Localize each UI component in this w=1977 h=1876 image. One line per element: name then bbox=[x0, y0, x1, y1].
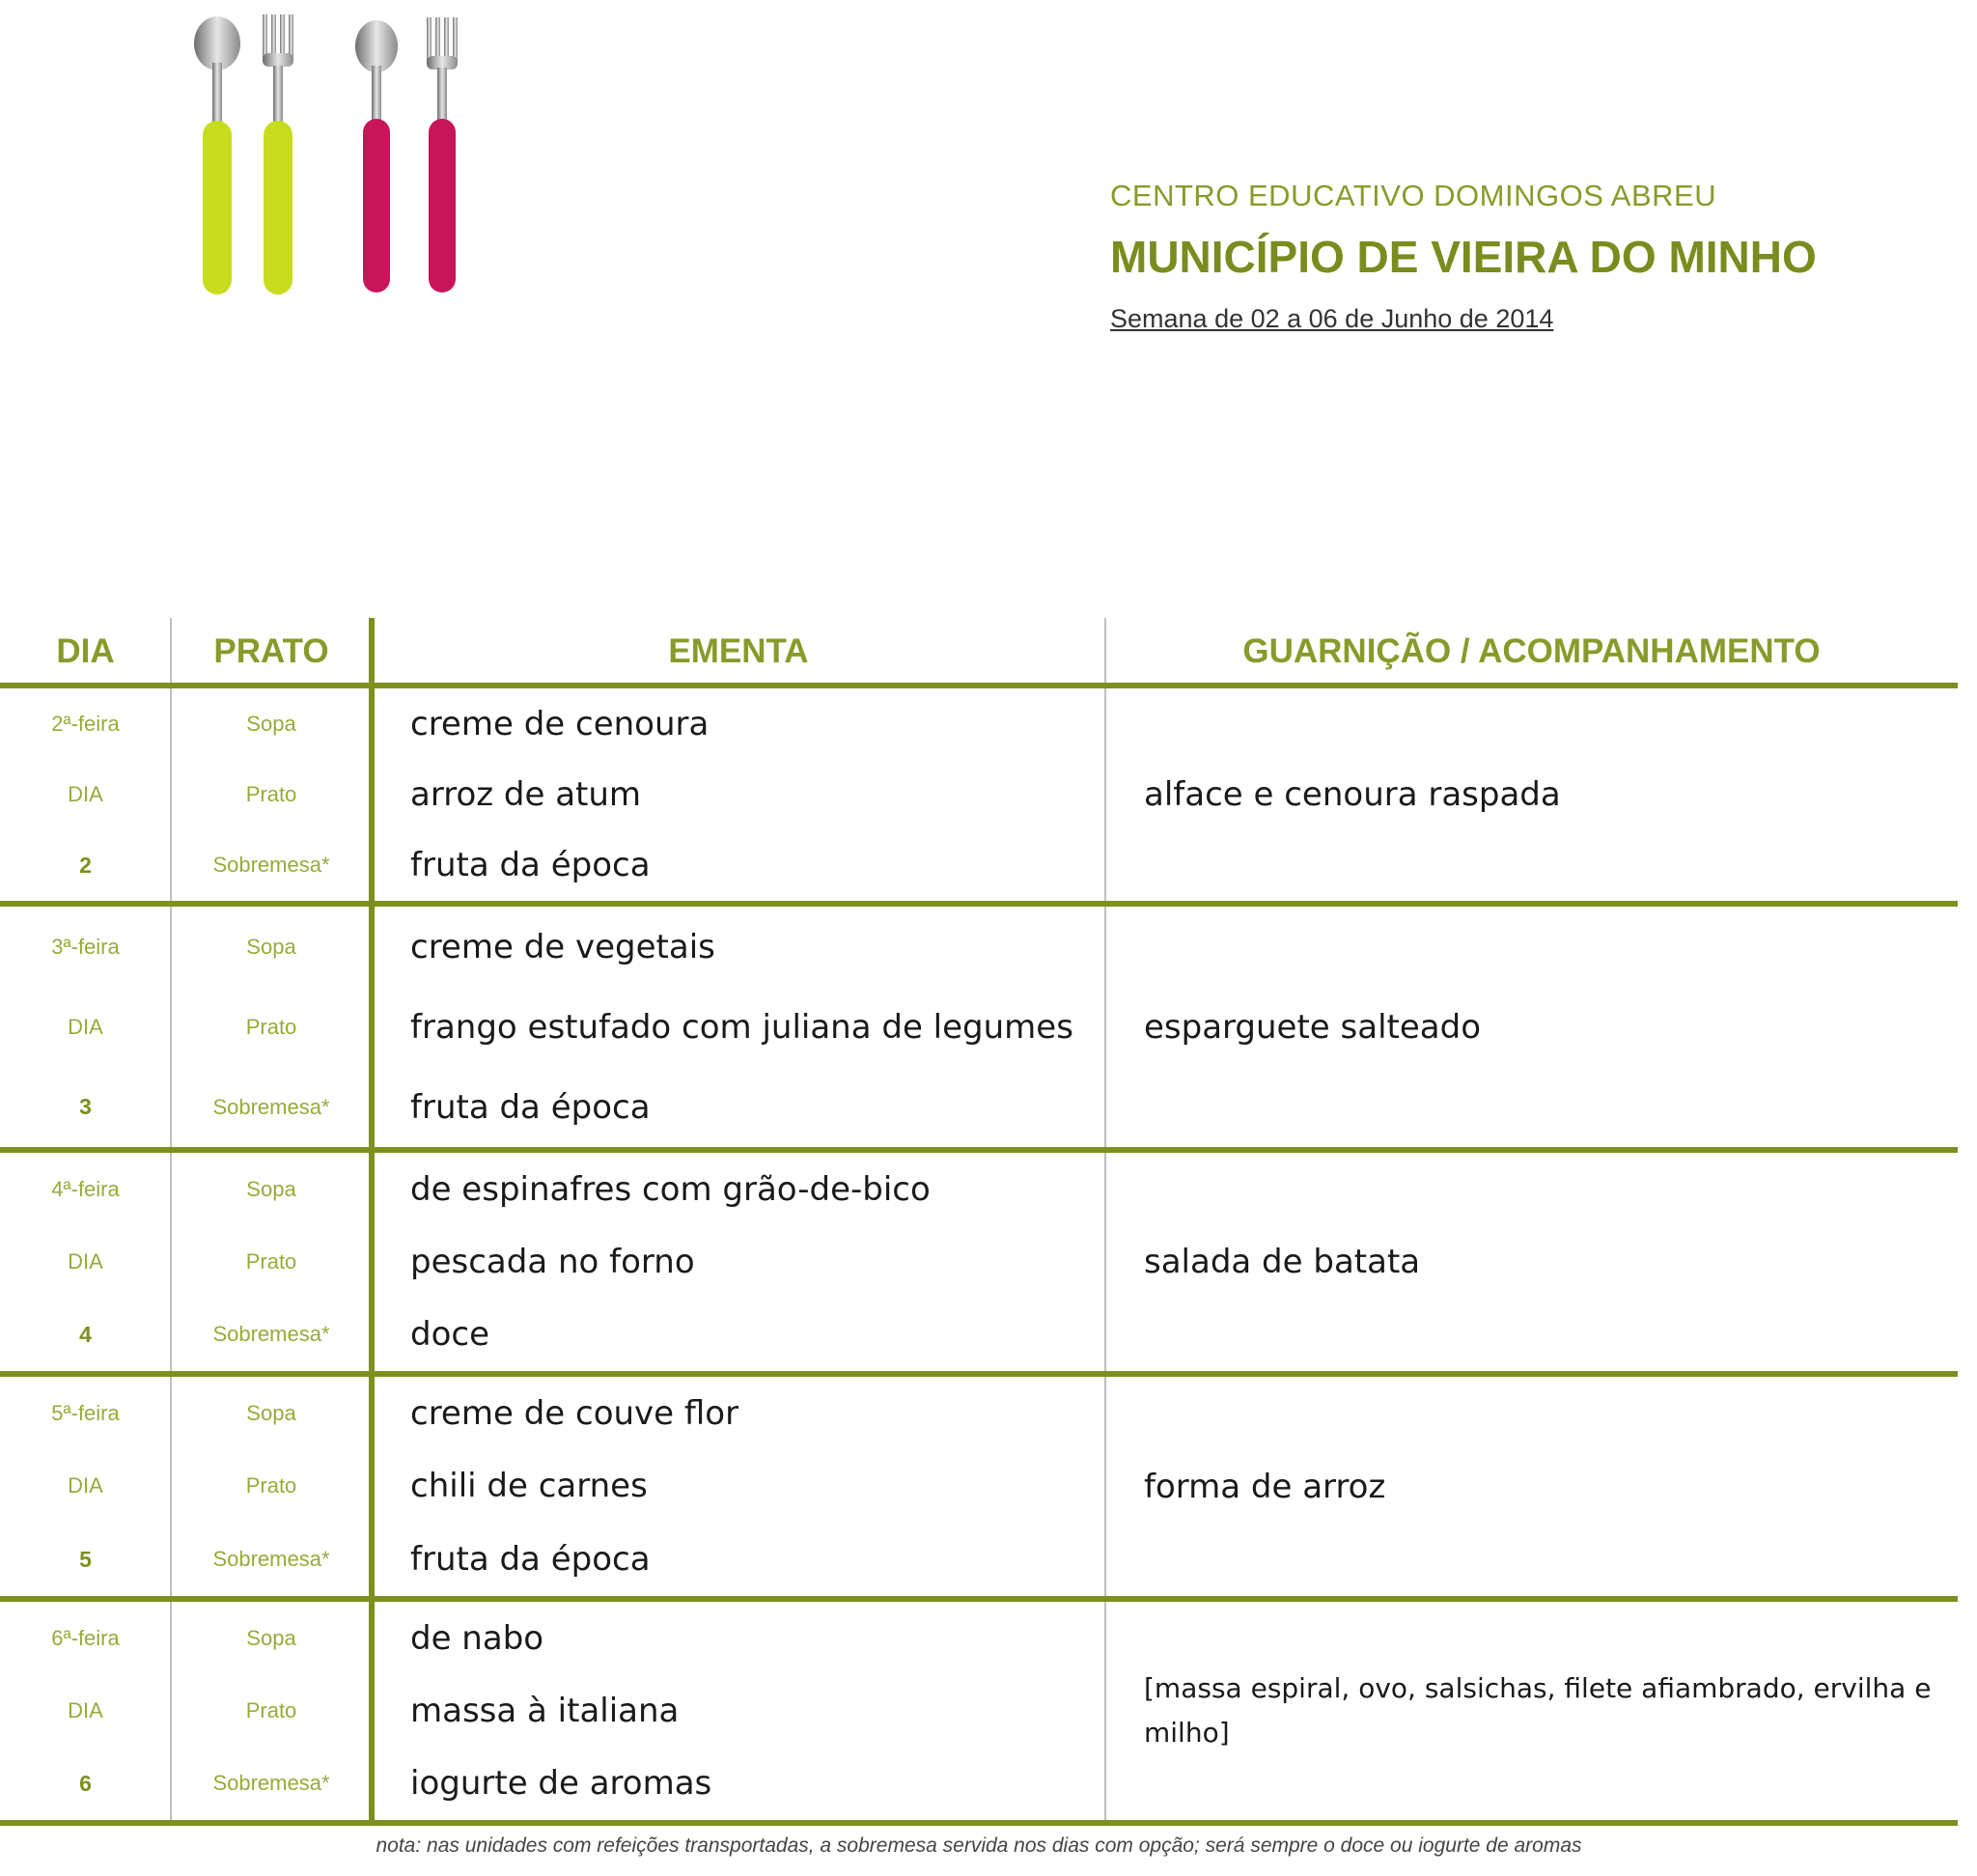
day-number: 4 bbox=[79, 1321, 92, 1347]
weekday-label: 4ª-feira bbox=[51, 1176, 120, 1201]
course-label: Sopa bbox=[246, 1625, 296, 1650]
day-number: 3 bbox=[79, 1094, 92, 1119]
weekday-label: 6ª-feira bbox=[51, 1625, 120, 1650]
course-label: Sopa bbox=[246, 711, 296, 736]
school-name: CENTRO EDUCATIVO DOMINGOS ABREU bbox=[1110, 179, 1717, 212]
week-range: Semana de 02 a 06 de Junho de 2014 bbox=[1110, 304, 1554, 333]
menu-item: iogurte de aromas bbox=[410, 1764, 712, 1804]
document-header bbox=[1110, 179, 1931, 334]
lime-fork-icon bbox=[263, 14, 293, 294]
menu-item: pescada no forno bbox=[410, 1242, 695, 1281]
course-label: Sopa bbox=[246, 1400, 296, 1425]
menu-item: creme de cenoura bbox=[410, 704, 710, 743]
course-label: Prato bbox=[245, 1697, 297, 1722]
menu-item: creme de vegetais bbox=[410, 927, 715, 966]
day-number: 6 bbox=[79, 1770, 92, 1796]
day-number: 2 bbox=[79, 852, 92, 878]
menu-item: de nabo bbox=[410, 1618, 544, 1658]
footnote: nota: nas unidades com refeições transportadas, a sobremesa servida nos dias com opção; será sempre o doce ou iogurte de aromas bbox=[376, 1834, 1582, 1857]
column-header-guarnicao: GUARNIÇÃO / ACOMPANHAMENTO bbox=[1242, 632, 1821, 670]
menu-item: arroz de atum bbox=[410, 774, 642, 814]
course-label: Prato bbox=[245, 1014, 297, 1039]
course-label: Sopa bbox=[246, 934, 296, 959]
menu-item: fruta da época bbox=[410, 846, 651, 885]
garnish-text: [massa espiral, ovo, salsichas, filete afiambrado, ervilha e milho] bbox=[1144, 1672, 1932, 1749]
column-header-prato: PRATO bbox=[213, 632, 329, 670]
dia-label: DIA bbox=[68, 1697, 103, 1722]
course-label: Sobremesa* bbox=[212, 1094, 330, 1119]
course-label: Prato bbox=[245, 1248, 297, 1274]
cutlery-logo bbox=[183, 10, 492, 299]
menu-item: fruta da época bbox=[410, 1540, 651, 1580]
column-header-ementa: EMENTA bbox=[668, 632, 809, 670]
dia-label: DIA bbox=[68, 781, 103, 806]
magenta-spoon-icon bbox=[355, 20, 398, 293]
weekday-label: 5ª-feira bbox=[51, 1400, 120, 1425]
garnish-text: esparguete salteado bbox=[1144, 1007, 1481, 1047]
dia-label: DIA bbox=[68, 1473, 103, 1498]
weekday-label: 3ª-feira bbox=[51, 934, 120, 959]
day-number: 5 bbox=[79, 1546, 92, 1572]
menu-item: massa à italiana bbox=[410, 1691, 680, 1730]
menu-item: frango estufado com juliana de legumes bbox=[410, 1007, 1073, 1047]
course-label: Sobremesa* bbox=[212, 1322, 330, 1347]
course-label: Sopa bbox=[246, 1176, 296, 1201]
course-label: Prato bbox=[245, 781, 297, 806]
lime-spoon-icon bbox=[194, 16, 240, 294]
menu-item: doce bbox=[410, 1315, 489, 1355]
menu-table bbox=[0, 618, 1958, 1834]
dia-label: DIA bbox=[68, 1248, 103, 1274]
menu-item: creme de couve flor bbox=[410, 1393, 739, 1433]
dia-label: DIA bbox=[68, 1014, 103, 1039]
garnish-text: forma de arroz bbox=[1144, 1467, 1386, 1506]
column-divider bbox=[1104, 618, 1106, 1825]
course-label: Sobremesa* bbox=[212, 1547, 330, 1572]
menu-item: de espinafres com grão-de-bico bbox=[410, 1169, 931, 1209]
menu-item: chili de carnes bbox=[410, 1467, 648, 1506]
course-label: Sobremesa* bbox=[212, 853, 330, 878]
column-header-dia: DIA bbox=[56, 632, 115, 670]
weekday-label: 2ª-feira bbox=[51, 711, 120, 736]
course-label: Sobremesa* bbox=[212, 1771, 330, 1796]
course-label: Prato bbox=[245, 1473, 297, 1498]
garnish-text: salada de batata bbox=[1144, 1243, 1421, 1281]
garnish-text: alface e cenoura raspada bbox=[1144, 775, 1561, 814]
municipality-title: MUNICÍPIO DE VIEIRA DO MINHO bbox=[1110, 232, 1817, 282]
magenta-fork-icon bbox=[427, 17, 458, 293]
row-separator bbox=[0, 1820, 1958, 1826]
menu-item: fruta da época bbox=[410, 1087, 651, 1127]
